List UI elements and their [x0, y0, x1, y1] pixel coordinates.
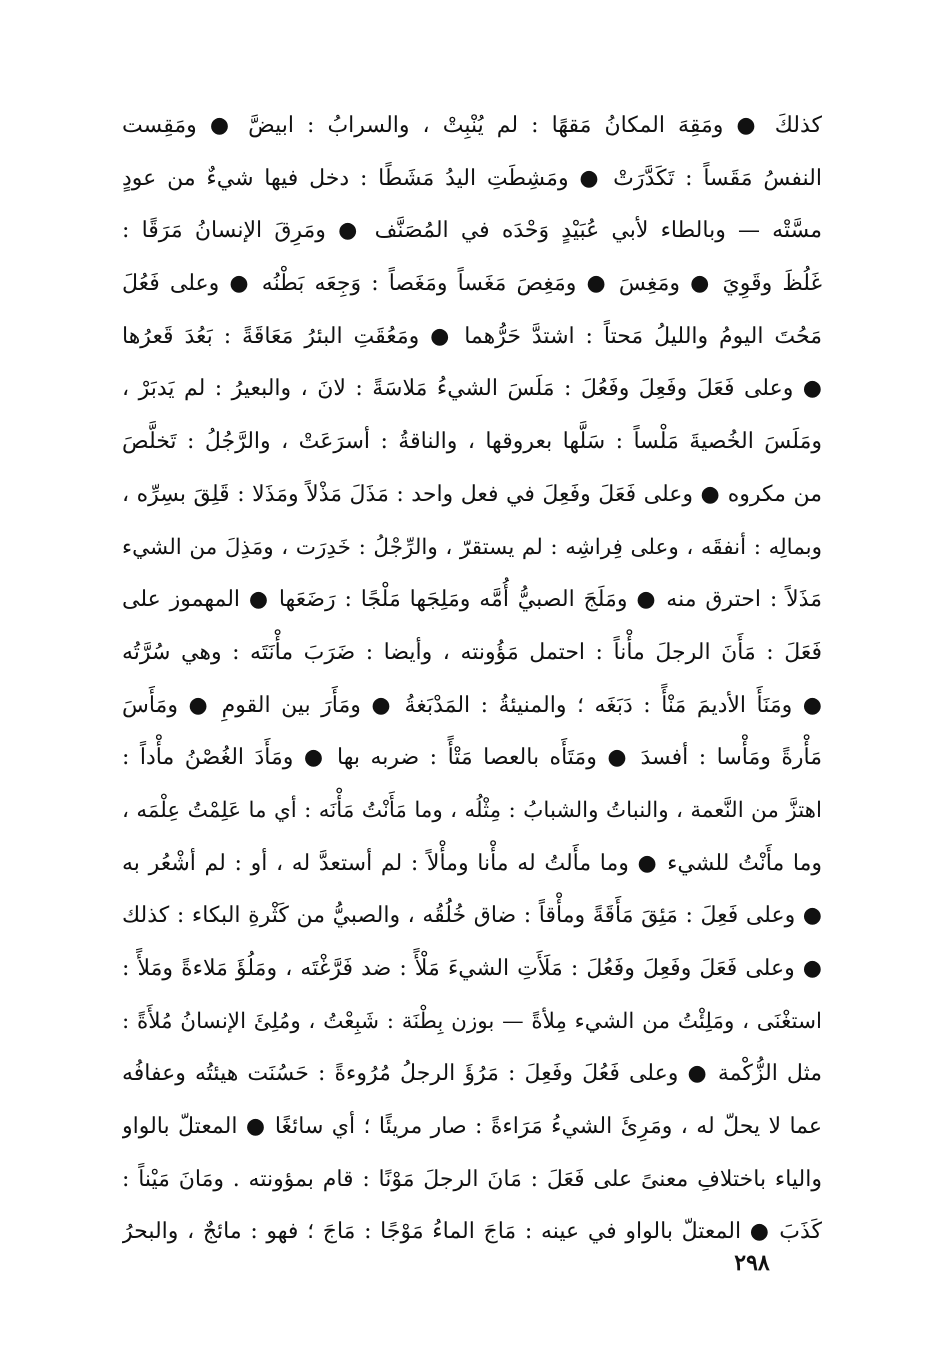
text-line: ومَلَسَ الخُصيةَ مَلْساً : سَلَّها بعروقها ، والناقةُ : أسرَعَتْ ، والرَّجُلُ : تَخلَّصَ — [122, 429, 822, 455]
text-line: مَأْرةً ومَأْسا : أفسدَ ● ومَتَأَه بالعصا مَتْأً : ضربه بها ● ومَأَدَ الغُصْنُ مأْداً : — [122, 745, 822, 771]
text-line: اهتزَّ من النَّعمة ، والنباتُ والشبابُ : مِثْلُه ، وما مَأَنْتُ مَأْنَه : أي ما عَلِمْتُ عِلْمَه ، — [122, 797, 822, 823]
text-line: من مكروه ● وعلى فَعَلَ وفَعِلَ في فعل واحد : مَذَلَ مَذْلاً ومَذَلا : قَلِقَ بسِرِّه ، — [122, 481, 822, 507]
text-line: عما لا يحلّ له ، ومَرِئَ الشيءُ مَرَاءةً : صار مريئًا ؛ أي سائغًا ● المعتلّ بالواو — [122, 1114, 822, 1140]
text-line: النفسُ مَقَساً : تَكَدَّرَتْ ● ومَشِطَتِ اليدُ مَشَطًا : دخل فيها شيءٌ من عودٍ — [122, 165, 822, 191]
text-line: مَحُتَ اليومُ والليلُ مَحتاً : اشتدَّ حَرُّهما ● ومَعُقَتِ البئرُ مَعَاقَةً : بَعُدَ قَعرُها — [122, 323, 822, 349]
text-line: مثل الزُّكْمة ● وعلى فَعُلَ وفَعِلَ : مَرُؤَ الرجلُ مُرُوءةً : حَسُنَت هيئتُه وعفافُه — [122, 1061, 822, 1087]
text-line: غَلُظَ وقَوِيَ ● ومَغِسَ ● ومَغِصَ مَغَساً ومَغَصاً : وَجِعَه بَطْنُه ● وعلى فَعُلَ — [122, 271, 822, 297]
text-line: كَذَبَ ● المعتلّ بالواو في عينه : مَاجَ الماءُ مَوْجًا : مَاجَ ؛ فهو : مائجٌ ، والبحرُ — [122, 1219, 822, 1245]
text-line: والياء باختلافِ معنىً على فَعَلَ : مَانَ الرجلَ مَوْنًا : قام بمؤونته . ومَانَ مَيْناً : — [122, 1166, 822, 1192]
text-line: ● ومَنَأَ الأديمَ مَنْأً : دَبَغَه ؛ والمنيئةُ : المَدْبَغةُ ● ومَأَرَ بين القومِ ● ومَأَسَ — [122, 692, 822, 718]
text-line: ● وعلى فَعَلَ وفَعِلَ وفَعُلَ : مَلَأَتِ الشيءَ مَلْأً : ضد فَرَّغْتَه ، ومَلُؤَ مَلاءةً ومَلأً : — [122, 956, 822, 981]
text-line: وما مأَنْتُ للشيء ● وما مأَلتُ له مأْنا ومأْلاً : لم أستعدَّ له ، أو : لم أشْعُر به — [122, 850, 822, 876]
text-line: فَعَلَ : مَأَنَ الرجلَ مأْناً : احتمل مَؤُونته ، وأيضا : ضَرَبَ مأْنَتَه : وهي سُرَّتُه — [122, 639, 822, 665]
body-text — [122, 100, 822, 1259]
text-line: ● وعلى فَعِلَ : مَئِقَ مَأَقَةً ومأْقاً : ضاق خُلُقُه ، والصبيُّ من كَثْرةِ البكاء : كذلك — [122, 903, 822, 929]
text-line: ● وعلى فَعَلَ وفَعِلَ وفَعُلَ : مَلَسَ الشيءُ مَلاسَةً : لانَ ، والبعيرُ : لم يَدبَرْ ، — [122, 376, 822, 402]
page-number: ٢٩٨ — [734, 1250, 770, 1276]
text-line: استغْنَى ، ومَلِئْتُ من الشيء مِلأةً — بوزن بِطْنَة : شَبِعْتُ ، ومُلِئَ الإنسانُ مُلأَةً : — [122, 1008, 822, 1034]
text-line: مسَّتْه — وبالطاء لأبي عُبَيْدٍ وَحْدَه في المُصَنَّف ● ومَرِقَ الإنسانُ مَرَقًا : — [122, 218, 822, 244]
text-line: مَذَلاً : احترق منه ● ومَلَجَ الصبيُّ أُمَّه ومَلِجَها مَلْجًا : رَضَعَها ● المهموز على — [122, 587, 822, 613]
text-line: وبمالِه : أنفقَه ، وعلى فِراشِه : لم يستقرّ ، والرِّجْلُ : خَدِرَت ، ومَذِلَ من الشيء — [122, 534, 822, 560]
text-line: كذلكَ ● ومَقِهَ المكانُ مَقهًا : لم يُنْبِتْ ، والسرابُ : ابيضَّ ● ومَقِست — [122, 113, 822, 138]
